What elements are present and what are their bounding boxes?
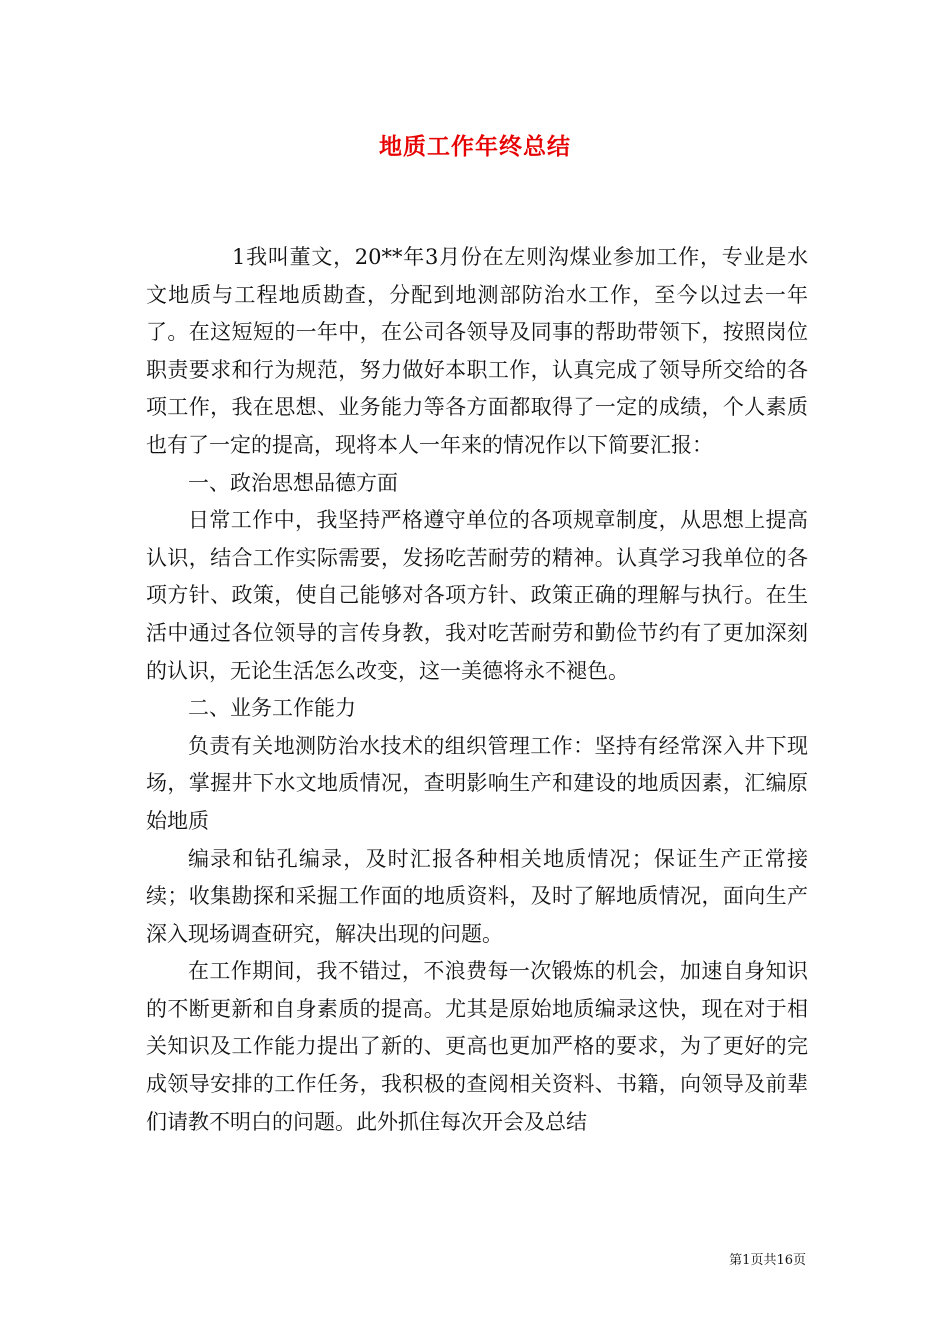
page-number: 第1页共16页 bbox=[729, 1253, 806, 1268]
section-heading-work-ability: 二、业务工作能力 bbox=[188, 696, 356, 721]
document-title: 地质工作年终总结 bbox=[379, 133, 571, 160]
paragraph-learning: 在工作期间，我不错过，不浪费每一次锻炼的机会，加速自身知识的不断更新和自身素质的提高。尤其是原始地质编录这快，现在对于相关知识及工作能力提出了新的、更高也更加严格的要求，为了更好的完成领导安排的工作任务，我积极的查阅相关资料、书籍，向领导及前辈们请教不明白的问题。此外抓住每次开会及总结 bbox=[146, 959, 808, 1134]
section-heading-politics: 一、政治思想品德方面 bbox=[188, 470, 398, 495]
document-body bbox=[146, 239, 808, 1141]
paragraph-responsibilities: 负责有关地测防治水技术的组织管理工作：坚持有经常深入井下现场，掌握井下水文地质情况，查明影响生产和建设的地质因素，汇编原始地质 bbox=[146, 733, 808, 833]
paragraph-logging: 编录和钻孔编录，及时汇报各种相关地质情况；保证生产正常接续；收集勘探和采掘工作面的地质资料，及时了解地质情况，面向生产深入现场调查研究，解决出现的问题。 bbox=[146, 846, 808, 946]
paragraph-intro: 1我叫董文，20**年3月份在左则沟煤业参加工作，专业是水文地质与工程地质勘查，分配到地测部防治水工作，至今以过去一年了。在这短短的一年中，在公司各领导及同事的帮助带领下，按照岗位职责要求和行为规范，努力做好本职工作，认真完成了领导所交给的各项工作，我在思想、业务能力等各方面都取得了一定的成绩，个人素质也有了一定的提高，现将本人一年来的情况作以下简要汇报： bbox=[146, 245, 808, 457]
paragraph-politics: 日常工作中，我坚持严格遵守单位的各项规章制度，从思想上提高认识，结合工作实际需要，发扬吃苦耐劳的精神。认真学习我单位的各项方针、政策，使自己能够对各项方针、政策正确的理解与执行。在生活中通过各位领导的言传身教，我对吃苦耐劳和勤俭节约有了更加深刻的认识，无论生活怎么改变，这一美德将永不褪色。 bbox=[146, 508, 808, 683]
